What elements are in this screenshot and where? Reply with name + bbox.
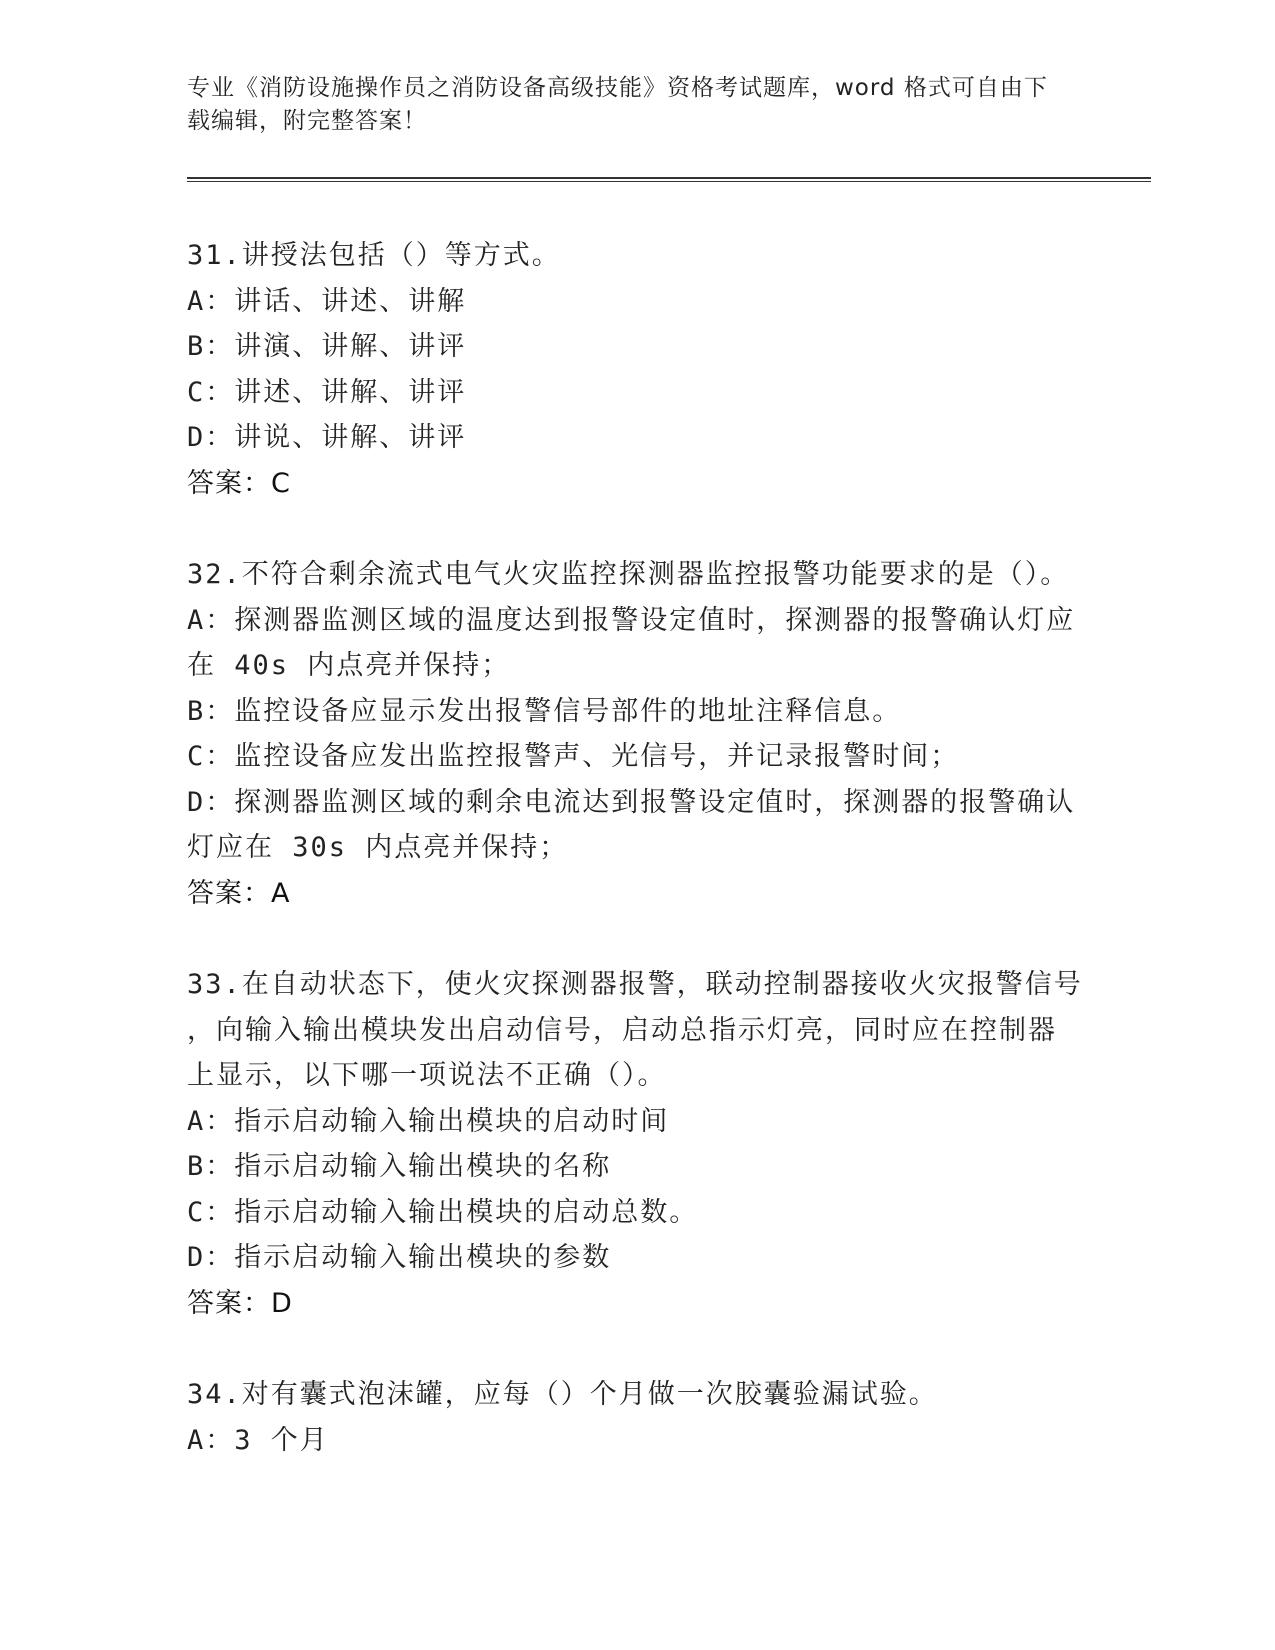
option-c: C：监控设备应发出监控报警声、光信号，并记录报警时间； [187, 741, 960, 772]
answer: 答案：A [187, 877, 291, 909]
option-a-continued: 在 40s 内点亮并保持； [187, 650, 511, 681]
question-stem: 34.对有囊式泡沫罐，应每（）个月做一次胶囊验漏试验。 [187, 1379, 938, 1410]
option-d: D：探测器监测区域的剩余电流达到报警设定值时，探测器的报警确认 [187, 786, 1076, 818]
option-d: D：指示启动输入输出模块的参数 [187, 1242, 612, 1273]
option-c: C：指示启动输入输出模块的启动总数。 [187, 1196, 699, 1228]
option-a: A：探测器监测区域的温度达到报警设定值时，探测器的报警确认灯应 [187, 604, 1076, 636]
option-d-continued: 灯应在 30s 内点亮并保持； [187, 832, 569, 863]
header-divider-thick [187, 177, 1151, 179]
option-a: A：3 个月 [187, 1424, 329, 1456]
option-b: B：监控设备应显示发出报警信号部件的地址注释信息。 [187, 695, 902, 727]
option-a: A：指示启动输入输出模块的启动时间 [187, 1105, 670, 1137]
question-stem: 33.在自动状态下，使火灾探测器报警，联动控制器接收火灾报警信号 [187, 969, 1083, 1000]
header-divider-thin [187, 181, 1151, 182]
option-b: B：讲演、讲解、讲评 [187, 331, 467, 362]
header-line-1: 专业《消防设施操作员之消防设备高级技能》资格考试题库，word 格式可自由下 [187, 75, 1048, 101]
option-c: C：讲述、讲解、讲评 [187, 376, 467, 408]
option-b: B：指示启动输入输出模块的名称 [187, 1151, 612, 1182]
document-header [187, 72, 1087, 138]
question-stem-continued: ，向输入输出模块发出启动信号，启动总指示灯亮，同时应在控制器 [187, 1014, 1057, 1046]
question-stem: 31.讲授法包括（）等方式。 [187, 240, 561, 271]
question-31 [187, 233, 1087, 506]
header-line-2: 载编辑，附完整答案！ [187, 108, 427, 134]
question-33 [187, 962, 1087, 1326]
question-stem: 32.不符合剩余流式电气火灾监控探测器监控报警功能要求的是（）。 [187, 559, 1070, 590]
option-a: A：讲话、讲述、讲解 [187, 285, 467, 317]
option-d: D：讲说、讲解、讲评 [187, 422, 467, 453]
question-32 [187, 552, 1087, 916]
answer: 答案：C [187, 467, 291, 499]
question-list [187, 233, 1087, 1509]
answer: 答案：D [187, 1287, 293, 1319]
question-34 [187, 1372, 1087, 1463]
question-stem-continued: 上显示，以下哪一项说法不正确（）。 [187, 1060, 667, 1091]
